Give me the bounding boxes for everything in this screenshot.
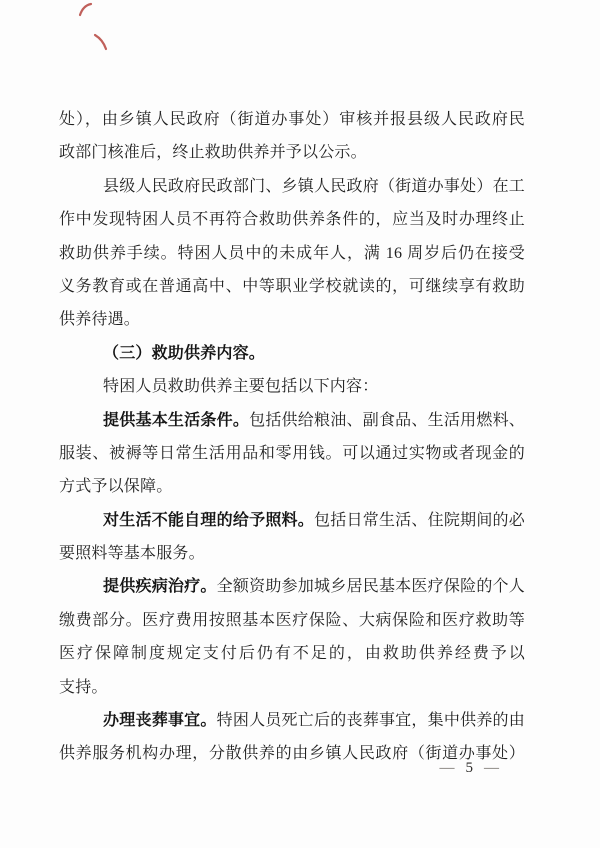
text-line: [59, 270, 525, 303]
body-text: 作中发现特困人员不再符合救助供养条件的，应当及时办理终止: [59, 211, 525, 229]
lead-in-emphasis: 对生活不能自理的给予照料。: [103, 511, 315, 529]
body-text: 包括供给粮油、副食品、生活用燃料、: [249, 411, 525, 429]
body-text: 供养服务机构办理，分散供养的由乡镇人民政府（街道办事处）: [59, 745, 525, 763]
body-text: 特困人员死亡后的丧葬事宜，集中供养的由: [216, 712, 525, 730]
body-text: 义务教育或在普通高中、中等职业学校就读的，可继续享有救助: [59, 277, 525, 295]
text-line: [59, 103, 525, 136]
body-text: 包括日常生活、住院期间的必: [314, 511, 525, 529]
text-line: [59, 671, 525, 704]
body-text: 全额资助参加城乡居民基本医疗保险的个人: [216, 578, 525, 596]
text-line: [59, 704, 525, 737]
text-line: [59, 170, 525, 203]
text-line: [59, 404, 525, 437]
body-text: 救助供养手续。特困人员中的未成年人，满 16 周岁后仍在接受: [59, 244, 525, 262]
page-number-dash-left: —: [439, 760, 456, 776]
text-line: [59, 570, 525, 603]
text-line: [59, 237, 525, 270]
text-line: [59, 303, 525, 336]
body-text: 服装、被褥等日常生活用品和零用钱。可以通过实物或者现金的: [59, 444, 525, 462]
text-line: [59, 604, 525, 637]
body-text: 缴费部分。医疗费用按照基本医疗保险、大病保险和医疗救助等: [59, 611, 525, 629]
lead-in-emphasis: 提供基本生活条件。: [103, 411, 250, 429]
body-text: 支持。: [59, 678, 108, 696]
text-line: [59, 136, 525, 169]
lead-in-emphasis: （三）救助供养内容。: [103, 344, 266, 362]
page-number-value: 5: [465, 760, 474, 776]
page-number-dash-right: —: [484, 760, 500, 776]
text-line: [59, 337, 525, 370]
body-text: 医疗保障制度规定支付后仍有不足的，由救助供养经费予以: [59, 645, 525, 663]
text-line: [59, 437, 525, 470]
body-text: 政部门核准后，终止救助供养并予以公示。: [59, 144, 367, 162]
text-line: [59, 203, 525, 236]
text-line: [59, 470, 525, 503]
text-line: [59, 504, 525, 537]
text-line: [59, 537, 525, 570]
lead-in-emphasis: 提供疾病治疗。: [103, 578, 217, 596]
body-text: 特困人员救助供养主要包括以下内容：: [103, 378, 379, 396]
page-number: [440, 756, 501, 780]
body-text: 要照料等基本服务。: [59, 545, 205, 563]
text-line: [59, 637, 525, 670]
body-text: 供养待遇。: [59, 311, 141, 329]
body-text: 方式予以保障。: [59, 478, 173, 496]
red-ink-mark: [78, 2, 94, 20]
lead-in-emphasis: 办理丧葬事宜。: [103, 712, 217, 730]
text-line: [59, 370, 525, 403]
document-body: [59, 103, 525, 771]
red-ink-mark: [92, 32, 110, 52]
body-text: 处），由乡镇人民政府（街道办事处）审核并报县级人民政府民: [59, 111, 525, 128]
body-text: 县级人民政府民政部门、乡镇人民政府（街道办事处）在工: [103, 177, 525, 195]
